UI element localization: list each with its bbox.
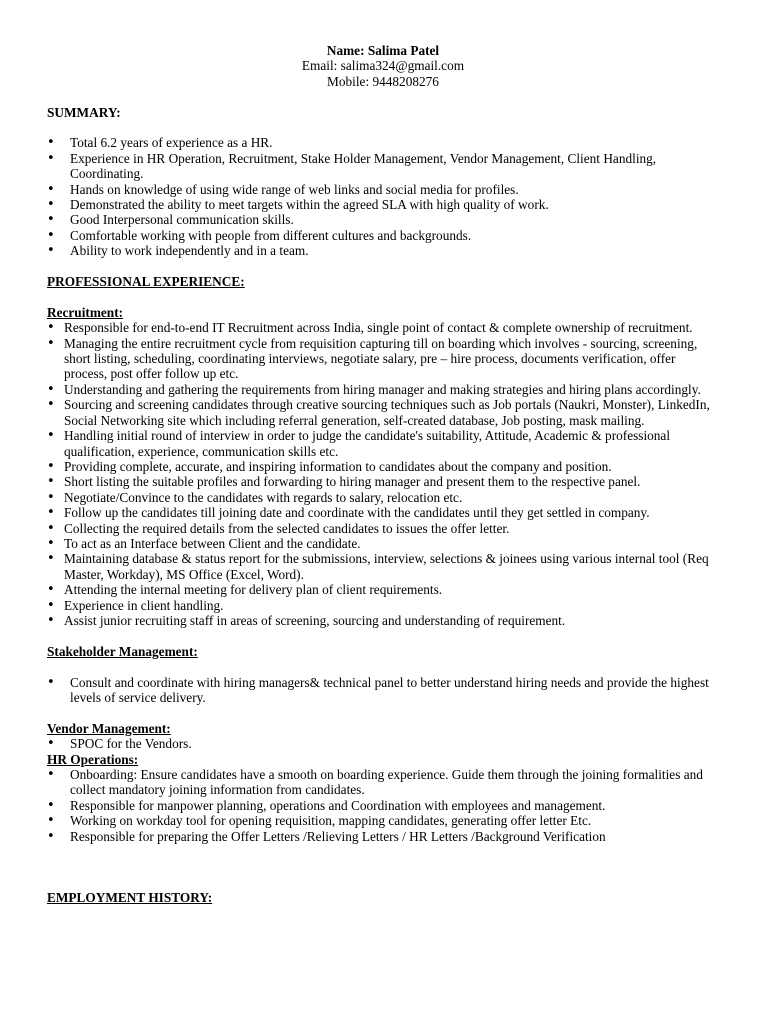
list-item: • Experience in client handling.: [47, 598, 719, 613]
list-item: • Responsible for manpower planning, operations and Coordination with employees and management.: [47, 798, 719, 813]
stakeholder-heading: Stakeholder Management:: [47, 643, 198, 659]
list-item: • Short listing the suitable profiles and forwarding to hiring manager and present them to the respective panel.: [47, 474, 719, 489]
list-item: • Hands on knowledge of using wide range of web links and social media for profiles.: [47, 182, 719, 197]
professional-experience-heading: PROFESSIONAL EXPERIENCE:: [47, 274, 245, 290]
list-item: • Demonstrated the ability to meet targets within the agreed SLA with high quality of work.: [47, 197, 719, 212]
list-item: • Assist junior recruiting staff in areas of screening, sourcing and understanding of requirement.: [47, 613, 719, 628]
list-item: • Good Interpersonal communication skills.: [47, 212, 719, 227]
list-item: • Managing the entire recruitment cycle from requisition capturing till on boarding which involves - sourcing, screening, short listing, scheduling, coordinating interviews, negotiate salary, pre – hire process, documents verification, offer process, post offer follow up etc.: [47, 336, 719, 382]
list-item: • Responsible for preparing the Offer Letters /Relieving Letters / HR Letters /Background Verification: [47, 829, 719, 844]
candidate-name: Name: Salima Patel: [326, 43, 440, 58]
candidate-email: Email: salima324@gmail.com: [301, 58, 465, 74]
list-item: • Comfortable working with people from different cultures and backgrounds.: [47, 228, 719, 243]
list-item: • Attending the internal meeting for delivery plan of client requirements.: [47, 582, 719, 597]
resume-header: [47, 43, 719, 89]
list-item: • Total 6.2 years of experience as a HR.: [47, 135, 719, 150]
list-item: • Negotiate/Convince to the candidates with regards to salary, relocation etc.: [47, 490, 719, 505]
list-item: • Handling initial round of interview in order to judge the candidate's suitability, Attitude, Academic & professional qualification, experience, communication skills etc.: [47, 428, 719, 459]
vendor-heading: Vendor Management:: [47, 720, 171, 736]
candidate-mobile: Mobile: 9448208276: [327, 73, 439, 89]
vendor-list: [47, 736, 719, 751]
list-item: • Providing complete, accurate, and inspiring information to candidates about the company and position.: [47, 459, 719, 474]
stakeholder-list: [47, 675, 719, 706]
recruitment-list: [47, 320, 719, 628]
list-item: • Follow up the candidates till joining date and coordinate with the candidates until they get settled in company.: [47, 505, 719, 520]
resume-page: [47, 43, 719, 906]
list-item: • SPOC for the Vendors.: [47, 736, 719, 751]
summary-heading: SUMMARY:: [47, 104, 121, 120]
list-item: • Onboarding: Ensure candidates have a smooth on boarding experience. Guide them through the joining formalities and collect mandatory joining information from candidates.: [47, 767, 719, 798]
list-item: • Responsible for end-to-end IT Recruitment across India, single point of contact & complete ownership of recruitment.: [47, 320, 719, 335]
hr-operations-list: [47, 767, 719, 844]
hr-operations-heading: HR Operations:: [47, 751, 139, 767]
list-item: • Maintaining database & status report for the submissions, interview, selections & joinees using various internal tool (Req Master, Workday), MS Office (Excel, Word).: [47, 551, 719, 582]
list-item: • Collecting the required details from the selected candidates to issues the offer letter.: [47, 521, 719, 536]
summary-list: [47, 135, 719, 258]
list-item: • To act as an Interface between Client and the candidate.: [47, 536, 719, 551]
recruitment-heading: Recruitment:: [47, 304, 124, 320]
list-item: • Understanding and gathering the requirements from hiring manager and making strategies and hiring plans accordingly.: [47, 382, 719, 397]
employment-history-heading: EMPLOYMENT HISTORY:: [47, 890, 213, 906]
list-item: • Ability to work independently and in a team.: [47, 243, 719, 258]
list-item: • Consult and coordinate with hiring managers& technical panel to better understand hiring needs and provide the highest levels of service delivery.: [47, 675, 719, 706]
list-item: • Working on workday tool for opening requisition, mapping candidates, generating offer letter Etc.: [47, 813, 719, 828]
list-item: • Experience in HR Operation, Recruitment, Stake Holder Management, Vendor Management, Client Handling, Coordinating.: [47, 151, 719, 182]
list-item: • Sourcing and screening candidates through creative sourcing techniques such as Job portals (Naukri, Monster), LinkedIn, Social Networking site which including referral generation, self-created database, Job posting, mask mailing.: [47, 397, 719, 428]
